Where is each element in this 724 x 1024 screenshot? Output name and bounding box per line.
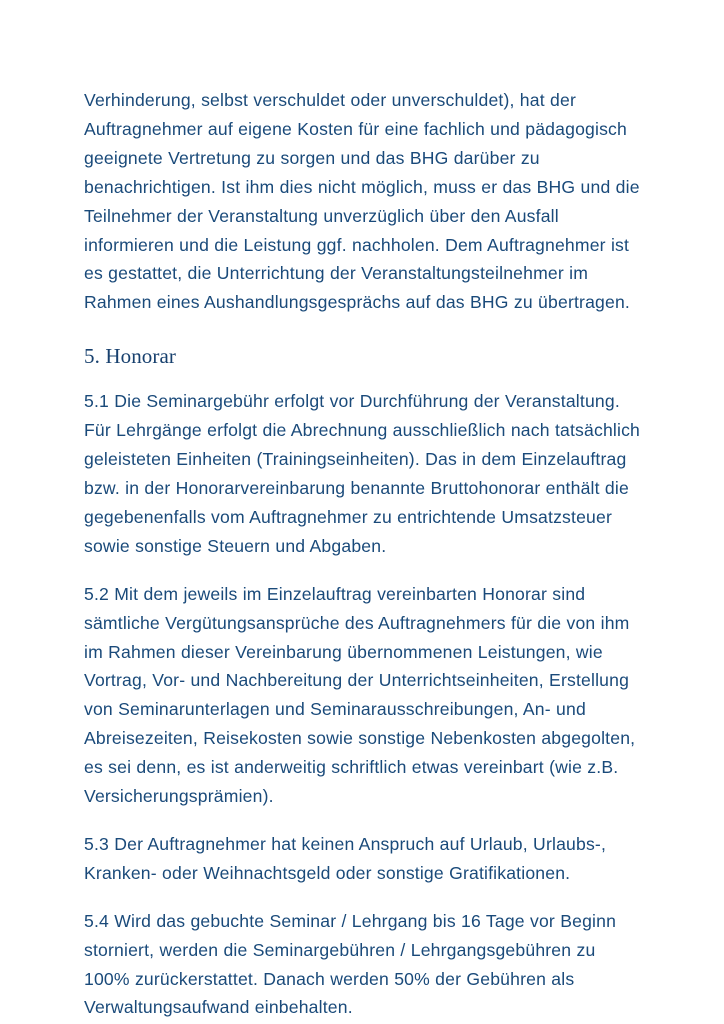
paragraph-continuation: Verhinderung, selbst verschuldet oder unverschuldet), hat der Auftragnehmer auf eigene Kosten für eine fachlich und pädagogisch geeignete Vertretung zu sorgen und das BHG darüber zu benachrichtigen. Ist ihm dies nicht möglich, muss er das BHG und die Teilnehmer der Veranstaltung unverzüglich über den Ausfall informieren und die Leistung ggf. nachholen. Dem Auftragnehmer ist es gestattet, die Unterrichtung der Veranstaltungsteilnehmer im Rahmen eines Aushandlungsgesprächs auf das BHG zu übertragen. — [84, 90, 640, 313]
clause-5-1: 5.1 Die Seminargebühr erfolgt vor Durchführung der Veranstaltung. Für Lehrgänge erfolgt die Abrechnung ausschließlich nach tatsächlich geleisteten Einheiten (Trainingseinheiten). Das in dem Einzelauftrag bzw. in der Honorarvereinbarung benannte Bruttohonorar enthält die gegebenenfalls vom Auftragnehmer zu entrichtende Umsatzsteuer sowie sonstige Steuern und Abgaben. — [84, 391, 641, 556]
clause-5-4: 5.4 Wird das gebuchte Seminar / Lehrgang bis 16 Tage vor Beginn storniert, werden die Seminargebühren / Lehrgangsgebühren zu 100% zurückerstattet. Danach werden 50% der Gebühren als Verwaltungsaufwand einbehalten. — [84, 910, 617, 1018]
document-text-column — [84, 86, 640, 1022]
clause-5-2: 5.2 Mit dem jeweils im Einzelauftrag vereinbarten Honorar sind sämtliche Vergütungsansprüche des Auftragnehmers für die von ihm im Rahmen dieser Vereinbarung übernommenen Leistungen, wie Vortrag, Vor- und Nachbereitung der Unterrichtseinheiten, Erstellung von Seminarunterlagen und Seminarausschreibungen, An- und Abreisezeiten, Reisekosten sowie sonstige Nebenkosten abgegolten, es sei denn, es ist anderweitig schriftlich etwas vereinbart (wie z.B. Versicherungsprämien). — [84, 583, 636, 807]
section-heading-honorar: 5. Honorar — [84, 344, 177, 369]
clause-5-3: 5.3 Der Auftragnehmer hat keinen Anspruch auf Urlaub, Urlaubs-, Kranken- oder Weihnachtsgeld oder sonstige Gratifikationen. — [84, 833, 607, 883]
